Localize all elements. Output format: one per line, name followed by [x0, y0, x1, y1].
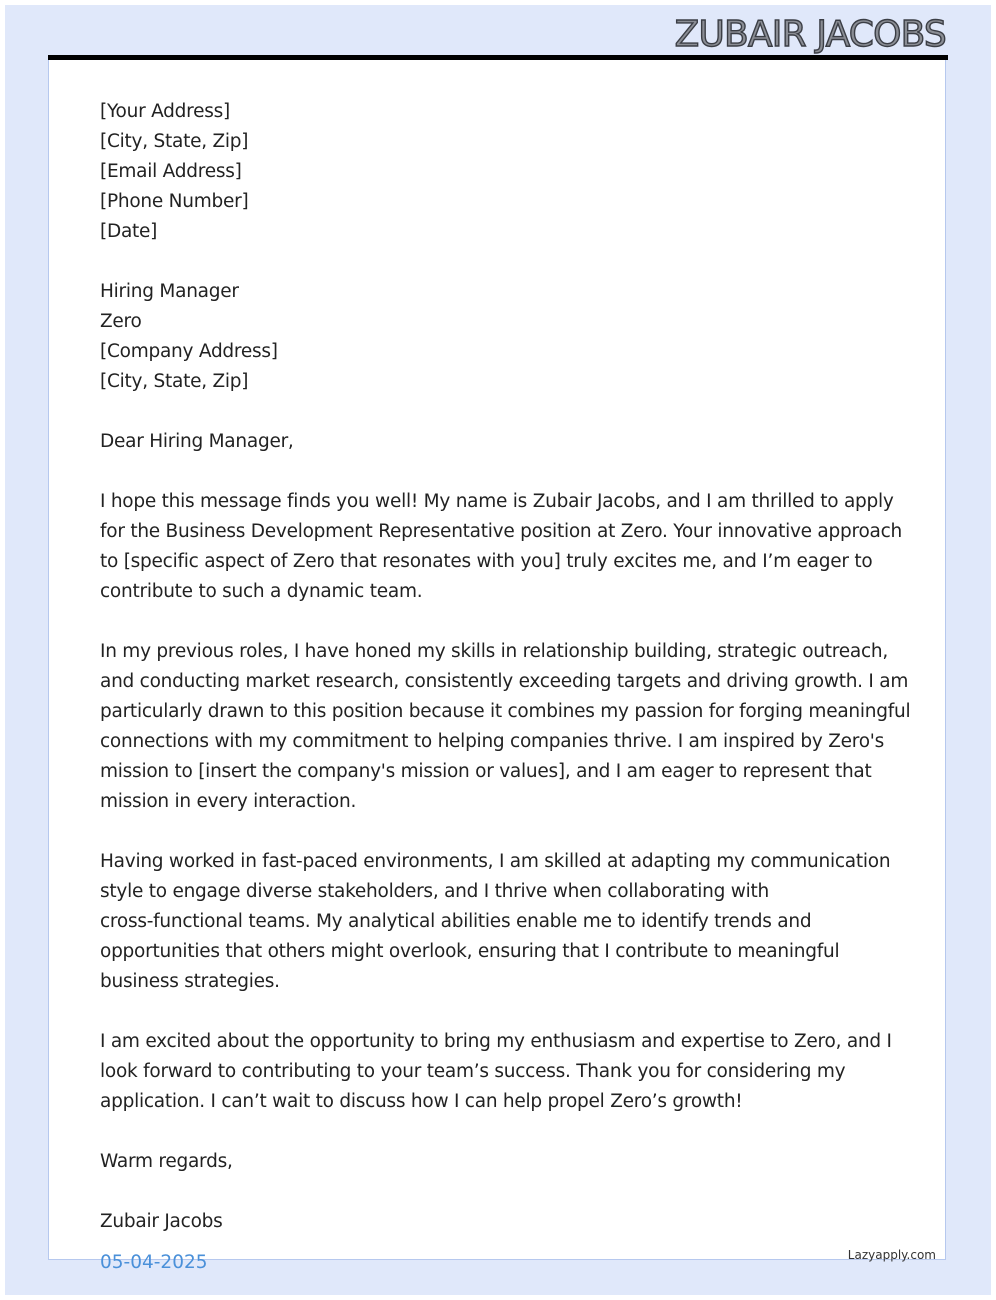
sender-date: [Date] [100, 221, 158, 242]
spacer [100, 817, 900, 847]
recipient-company: Zero [100, 311, 142, 332]
sender-block [100, 97, 900, 247]
applicant-name-heading: ZUBAIR JACOBS [674, 14, 946, 55]
paragraph-line: and conducting market research, consistently exceeding targets and driving growth. I am [100, 671, 909, 692]
cover-letter-body [100, 97, 911, 1237]
closing: Warm regards, [100, 1151, 233, 1172]
paragraph-introduction [100, 487, 900, 607]
watermark-text: Lazyapply.com [847, 1248, 936, 1262]
paragraph-line: application. I can’t wait to discuss how I can help propel Zero’s growth! [100, 1091, 743, 1112]
paragraph-line: mission in every interaction. [100, 791, 357, 812]
recipient-city-state-zip: [City, State, Zip] [100, 371, 249, 392]
paragraph-line: mission to [insert the company's mission or values], and I am eager to represent that [100, 761, 872, 782]
paragraph-skills [100, 847, 900, 997]
paragraph-line: opportunities that others might overlook, ensuring that I contribute to meaningful [100, 941, 840, 962]
spacer [100, 1117, 900, 1147]
paragraph-line: In my previous roles, I have honed my skills in relationship building, strategic outreach, [100, 641, 888, 662]
recipient-title: Hiring Manager [100, 281, 239, 302]
paragraph-experience [100, 637, 911, 817]
spacer [100, 457, 900, 487]
paragraph-line: Having worked in fast-paced environments, I am skilled at adapting my communication [100, 851, 891, 872]
paragraph-line: connections with my commitment to helping companies thrive. I am inspired by Zero's [100, 731, 885, 752]
spacer [100, 997, 900, 1027]
paragraph-line: I am excited about the opportunity to bring my enthusiasm and expertise to Zero, and I [100, 1031, 892, 1052]
sender-address: [Your Address] [100, 101, 230, 122]
sender-email: [Email Address] [100, 161, 242, 182]
paragraph-line: business strategies. [100, 971, 280, 992]
spacer [100, 397, 900, 427]
sender-phone: [Phone Number] [100, 191, 249, 212]
signature-name: Zubair Jacobs [100, 1211, 223, 1232]
paragraph-line: to [specific aspect of Zero that resonates with you] truly excites me, and I’m eager to [100, 551, 873, 572]
spacer [100, 607, 900, 637]
recipient-address: [Company Address] [100, 341, 278, 362]
footer-date: 05-04-2025 [100, 1252, 208, 1273]
header-divider [48, 55, 948, 60]
paragraph-line: contribute to such a dynamic team. [100, 581, 423, 602]
recipient-block [100, 277, 900, 397]
paragraph-line: particularly drawn to this position because it combines my passion for forging meaningful [100, 701, 911, 722]
paragraph-line: I hope this message finds you well! My name is Zubair Jacobs, and I am thrilled to apply [100, 491, 894, 512]
paragraph-line: for the Business Development Representative position at Zero. Your innovative approach [100, 521, 902, 542]
sender-city-state-zip: [City, State, Zip] [100, 131, 249, 152]
paragraph-line: cross-functional teams. My analytical abilities enable me to identify trends and [100, 911, 812, 932]
salutation: Dear Hiring Manager, [100, 431, 294, 452]
paragraph-conclusion [100, 1027, 900, 1117]
spacer [100, 1177, 900, 1207]
spacer [100, 247, 900, 277]
paragraph-line: look forward to contributing to your team’s success. Thank you for considering my [100, 1061, 846, 1082]
paragraph-line: style to engage diverse stakeholders, and I thrive when collaborating with [100, 881, 769, 902]
